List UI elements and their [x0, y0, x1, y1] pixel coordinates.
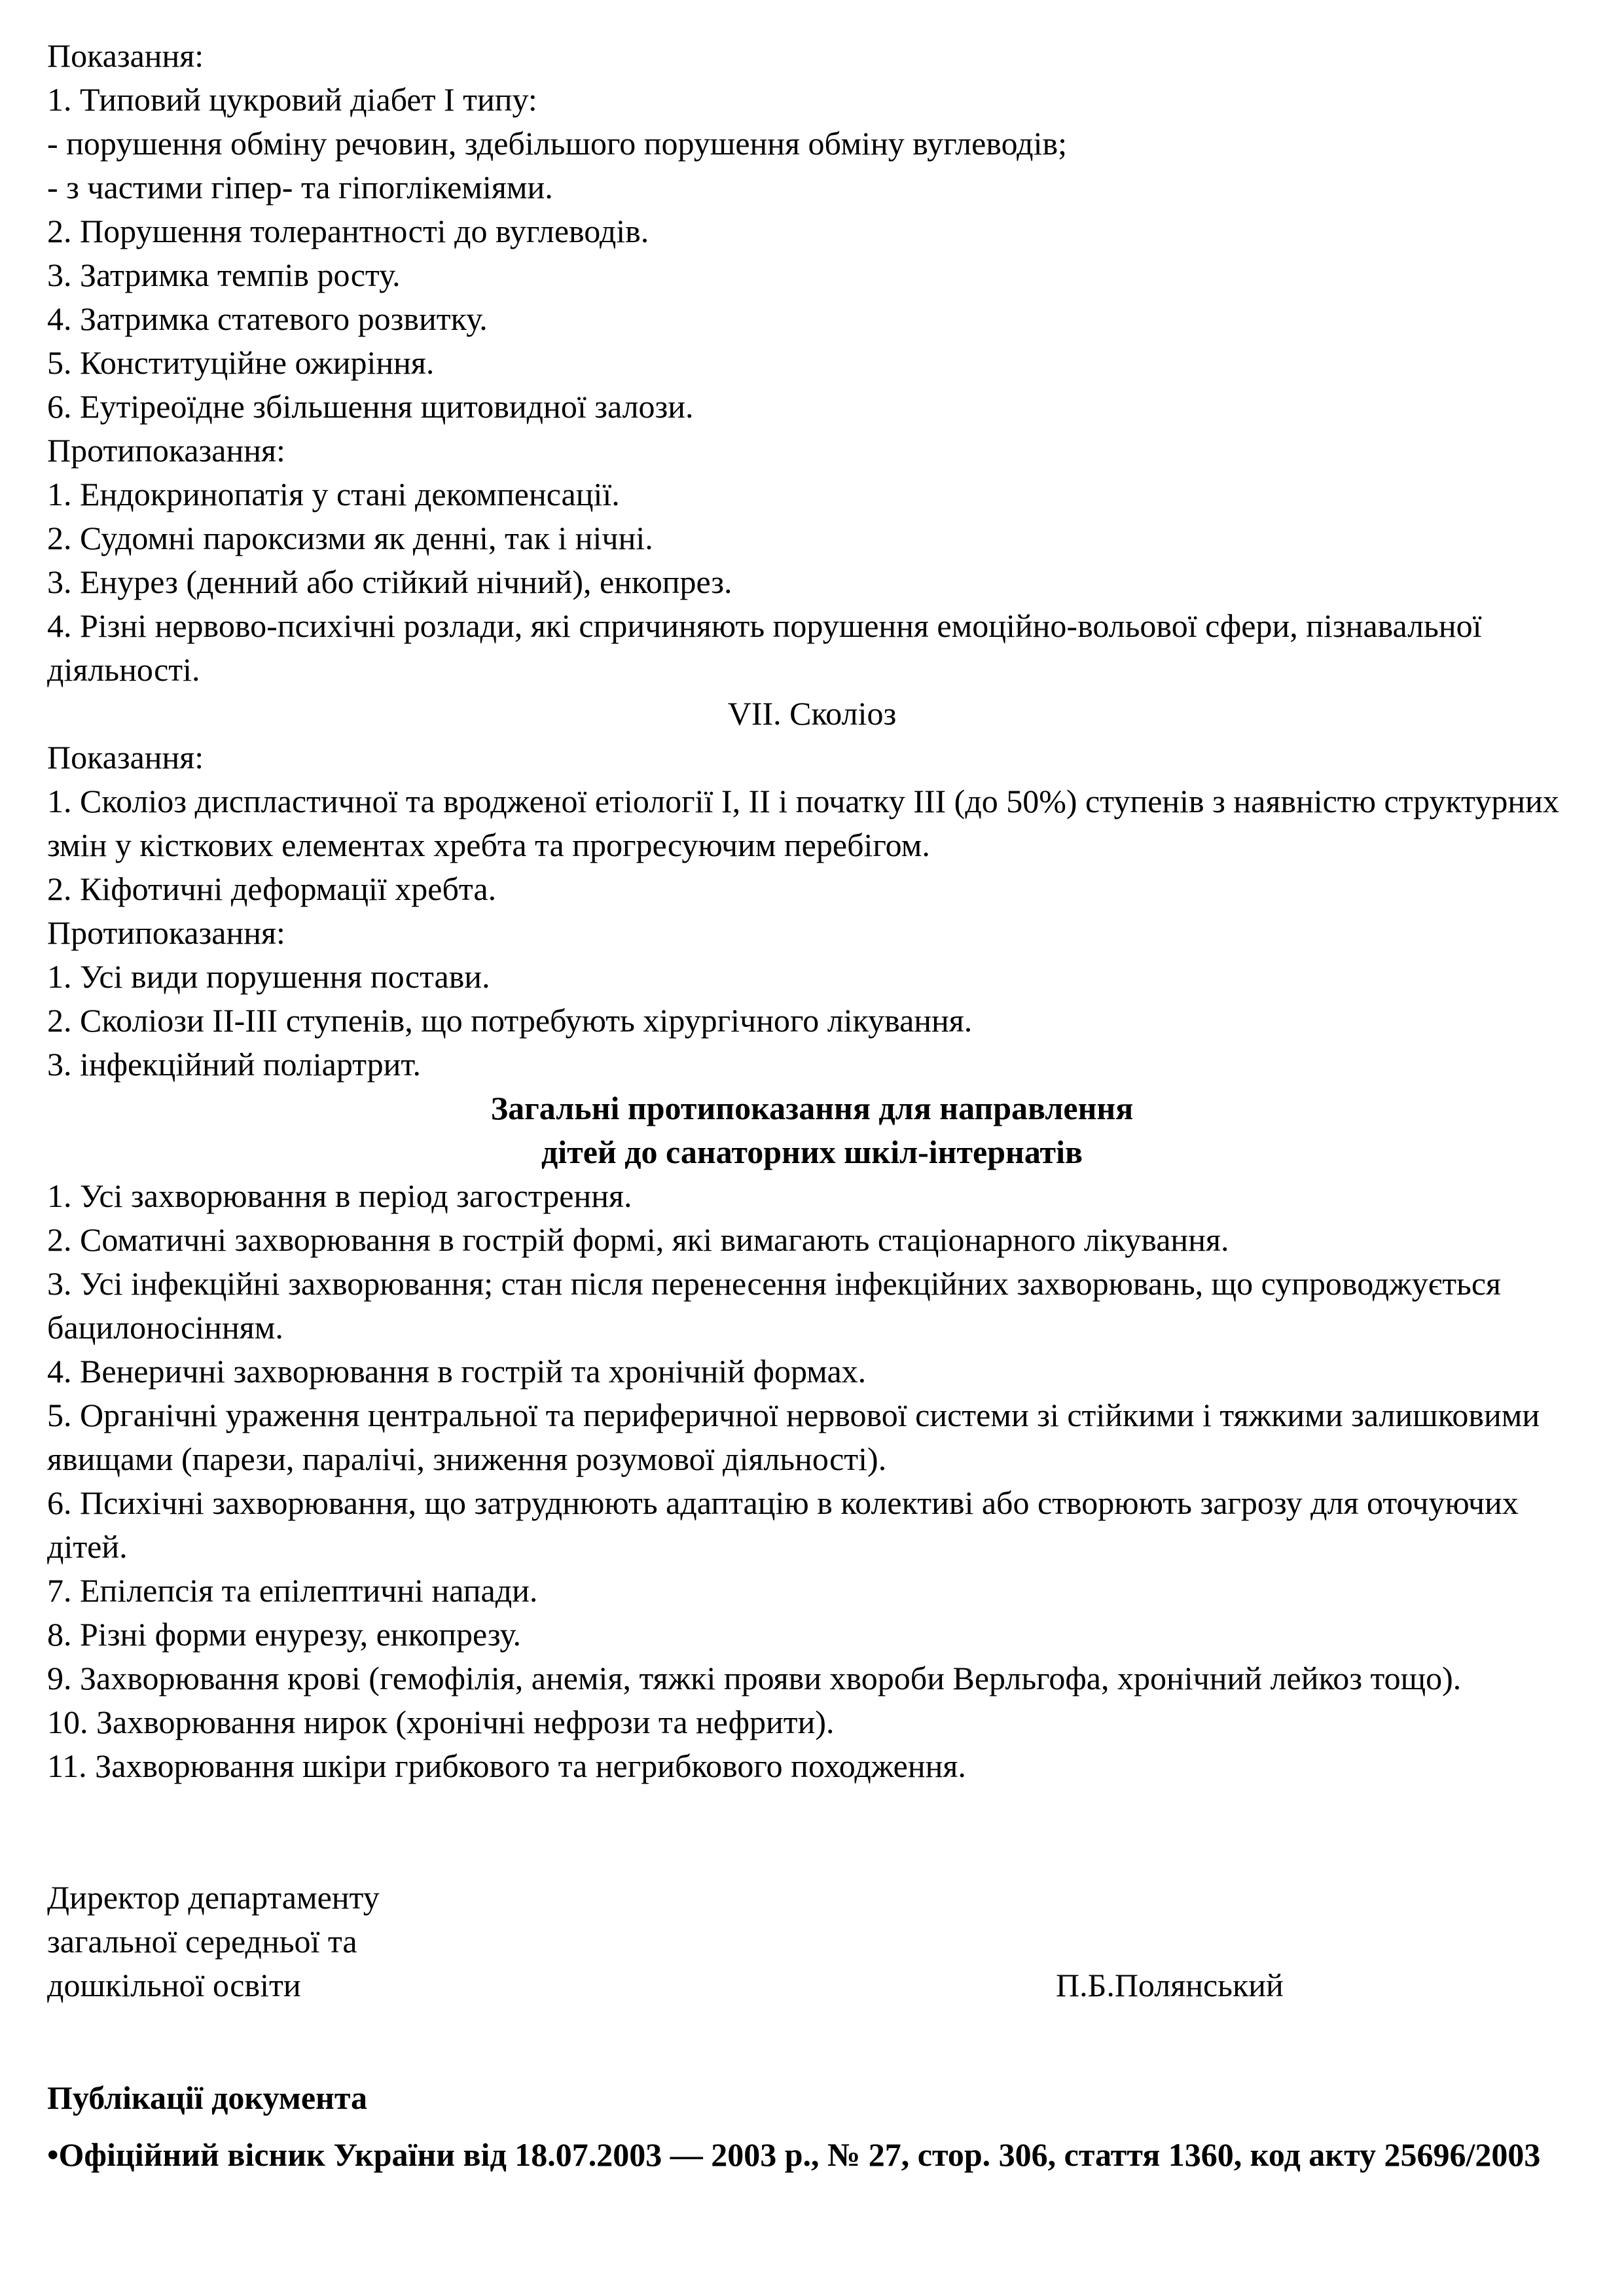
contraindication-item: 1. Ендокринопатія у стані декомпенсації.	[47, 476, 620, 512]
signatory-position: Директор департаменту	[47, 1879, 380, 1916]
contraindication-item: 3. інфекційний поліартрит.	[47, 1046, 421, 1083]
indication-item: - порушення обміну речовин, здебільшого порушення обміну вуглеводів;	[47, 125, 1067, 162]
indication-item: 2. Порушення толерантності до вуглеводів.	[47, 213, 649, 249]
contraindication-item: 2. Сколіози II-III ступенів, що потребують хірургічного лікування.	[47, 1002, 973, 1039]
indication-item: 1. Сколіоз диспластичної та вродженої етіології I, II і початку III (до 50%) ступенів з наявністю структурних змін у кісткових елементах хребта та прогресуючим перебігом.	[47, 783, 1559, 863]
signatory-position: дошкільної освіти	[47, 1967, 301, 2003]
general-contraindications-title: Загальні протипоказання для направлення	[490, 1090, 1134, 1126]
general-item: 11. Захворювання шкіри грибкового та негрибкового походження.	[47, 1748, 966, 1784]
general-item: 7. Епілепсія та епілептичні напади.	[47, 1572, 538, 1609]
general-item: 2. Соматичні захворювання в гострій формі, які вимагають стаціонарного лікування.	[47, 1221, 1229, 1258]
publications-section	[47, 2076, 1577, 2177]
contraindication-item: 2. Судомні пароксизми як денні, так і нічні.	[47, 520, 653, 556]
contraindications-heading: Протипоказання:	[47, 432, 285, 469]
general-item: 4. Венеричні захворювання в гострій та хронічній формах.	[47, 1353, 867, 1390]
indication-item: - з частими гіпер- та гіпоглікеміями.	[47, 169, 553, 206]
indication-item: 5. Конституційне ожиріння.	[47, 344, 435, 381]
general-item: 6. Психічні захворювання, що затруднюють адаптацію в колективі або створюють загрозу для оточуючих дітей.	[47, 1484, 1519, 1565]
signature-block	[47, 1876, 1577, 2007]
general-item: 8. Різні форми енурезу, енкопрезу.	[47, 1616, 522, 1653]
contraindication-item: 4. Різні нервово-психічні розлади, які спричиняють порушення емоційно-вольової сфери, пізнавальної діяльності.	[47, 607, 1482, 688]
indications-heading: Показання:	[47, 739, 204, 776]
publication-entry: •Офіційний вісник України від 18.07.2003 — 2003 р., № 27, стор. 306, стаття 1360, код акту 25696/2003	[47, 2136, 1541, 2173]
general-contraindications-subtitle: дітей до санаторних шкіл-інтернатів	[541, 1134, 1083, 1170]
indication-item: 2. Кіфотичні деформації хребта.	[47, 870, 497, 907]
general-item: 1. Усі захворювання в період загострення.	[47, 1177, 632, 1214]
general-item: 10. Захворювання нирок (хронічні нефрози та нефрити).	[47, 1704, 835, 1740]
indication-item: 6. Еутіреоїдне збільшення щитовидної залози.	[47, 388, 694, 425]
general-item: 9. Захворювання крові (гемофілія, анемія, тяжкі прояви хвороби Верльгофа, хронічний лейкоз тощо).	[47, 1660, 1462, 1696]
general-item: 5. Органічні ураження центральної та периферичної нервової системи зі стійкими і тяжкими залишковими явищами (парези, паралічі, зниження розумової діяльності).	[47, 1397, 1540, 1477]
section-title-scoliosis: VII. Сколіоз	[727, 695, 897, 732]
contraindications-heading: Протипоказання:	[47, 914, 285, 951]
document-page	[47, 34, 1577, 2177]
contraindication-item: 3. Енурез (денний або стійкий нічний), енкопрез.	[47, 564, 732, 600]
publications-title: Публікації документа	[47, 2079, 368, 2116]
indication-item: 4. Затримка статевого розвитку.	[47, 300, 488, 337]
signatory-name: П.Б.Полянський	[1056, 1967, 1284, 2003]
indications-heading: Показання:	[47, 37, 204, 74]
general-item: 3. Усі інфекційні захворювання; стан після перенесення інфекційних захворювань, що супроводжується бацилоносінням.	[47, 1265, 1502, 1346]
indication-item: 3. Затримка темпів росту.	[47, 257, 401, 293]
signatory-position: загальної середньої та	[47, 1923, 357, 1960]
contraindication-item: 1. Усі види порушення постави.	[47, 958, 490, 995]
indication-item: 1. Типовий цукровий діабет I типу:	[47, 81, 537, 118]
